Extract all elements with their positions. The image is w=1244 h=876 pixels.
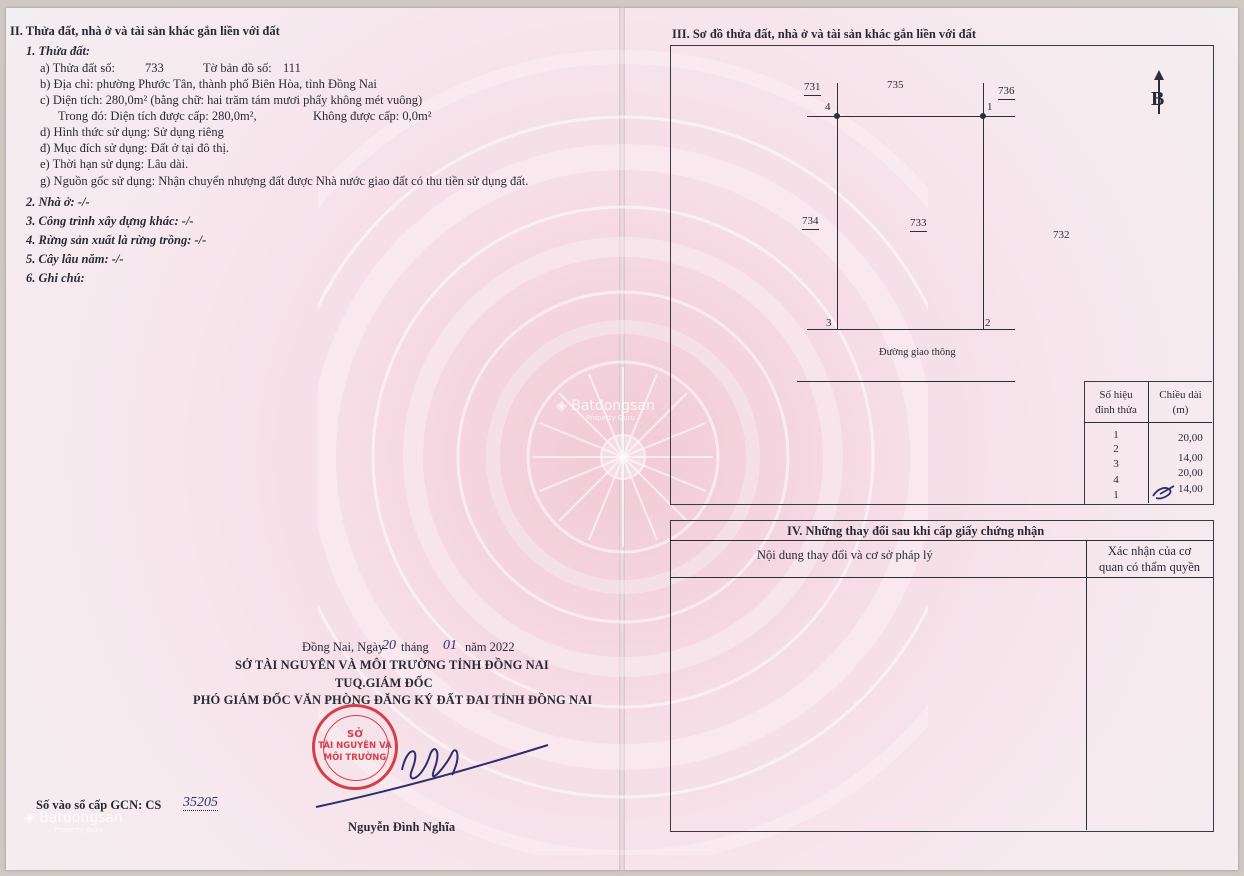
parcel-label-735: 735 [887,79,904,91]
perennial-tree-item: 5. Cây lâu năm: -/- [26,252,124,266]
changes-header-divider [670,577,1213,578]
area-line: c) Diện tích: 280,0m² (bằng chữ: hai trăm tám mươi phẩy không mét vuông) [40,93,423,107]
map-sheet-label: Tờ bản đồ số: [203,61,272,75]
issue-date-month: 01 [443,638,457,653]
table-row-length: 20,00 [1178,432,1203,444]
issue-date-prefix: Đồng Nai, Ngày [302,640,385,654]
parcel-bottom-edge [807,329,1015,330]
changes-col-authority-line2: quan có thẩm quyền [1098,560,1200,574]
table-row-length: 14,00 [1178,452,1203,464]
parcel-label-732: 732 [1053,229,1070,241]
watermark-logo-icon: ◈ [24,810,35,826]
usage-origin-line: g) Nguồn gốc sử dụng: Nhận chuyển nhượng đất được Nhà nước giao đất có thu tiền sử dụng đất. [40,174,529,188]
changes-col-authority-line1: Xác nhận của cơ [1107,544,1192,558]
check-mark-scribble [1150,484,1176,502]
parcel-label-736: 736 [998,84,1015,100]
issue-date-day: 20 [382,638,396,653]
left-section-title: II. Thửa đất, nhà ở và tài sản khác gắn liền với đất [10,24,280,38]
right-section-title: III. Sơ đồ thửa đất, nhà ở và tài sản khác gắn liền với đất [672,27,977,41]
table-row-length: 14,00 [1178,483,1203,495]
table-header-point-line2: đỉnh thửa [1095,404,1137,416]
stamp-text-1: SỞ [347,729,363,740]
table-row-point: 3 [1113,458,1119,470]
parcel-label-733: 733 [910,216,927,232]
usage-term-line: e) Thời hạn sử dụng: Lâu dài. [40,157,189,171]
area-granted: Trong đó: Diện tích được cấp: 280,0m², [58,109,257,123]
center-watermark [556,398,655,422]
table-header-length-line2: (m) [1172,404,1189,416]
stamp-text-3: MÔI TRƯỜNG [323,753,387,763]
parcel-number-value: 733 [145,61,164,75]
parcel-left-edge [837,83,838,329]
changes-title: IV. Những thay đổi sau khi cấp giấy chứng nhận [787,524,1045,538]
corner-marker-4 [834,113,840,119]
corner-watermark-sub: Property Guru [54,826,104,834]
area-not-granted: Không được cấp: 0,0m² [313,109,432,123]
center-watermark-sub: Property Guru [586,414,636,422]
usage-form-line: d) Hình thức sử dụng: Sử dụng riêng [40,125,224,139]
issue-date-month-label: tháng [401,640,429,654]
parcel-label-734: 734 [802,214,819,230]
parcel-heading: 1. Thửa đất: [26,44,91,58]
table-header-length-line1: Chiều dài [1159,389,1202,401]
other-construction-item: 3. Công trình xây dựng khác: -/- [26,214,194,228]
address-line: b) Địa chỉ: phường Phước Tân, thành phố Biên Hòa, tỉnh Đồng Nai [40,77,377,91]
parcel-number-label: a) Thửa đất số: [40,61,115,75]
table-header-point-line1: Số hiệu [1099,389,1133,401]
parcel-label-731: 731 [804,80,821,96]
handwritten-signature [312,725,552,815]
center-watermark-text: Batdongsan [571,398,655,414]
north-symbol: B [1151,88,1165,110]
road-edge [797,381,1015,382]
changes-col-divider [1086,540,1087,830]
usage-purpose-line: đ) Mục đích sử dụng: Đất ở tại đô thị. [40,141,230,155]
table-header-divider [1084,422,1212,423]
corner-label-4: 4 [825,101,831,113]
signer-name: Nguyễn Đình Nghĩa [348,820,456,834]
stamp-text-2: TÀI NGUYÊN VÀ [318,741,392,751]
road-label: Đường giao thông [879,347,956,358]
authority-delegation: TUQ.GIÁM ĐỐC [335,676,433,690]
forest-item: 4. Rừng sản xuất là rừng trồng: -/- [26,233,207,247]
table-row-point: 2 [1113,443,1119,455]
table-row-point: 1 [1113,489,1119,501]
corner-marker-1 [980,113,986,119]
watermark-logo-icon: ◈ [556,398,567,414]
issue-date-year: năm 2022 [465,640,515,654]
corner-label-1: 1 [987,101,993,113]
house-item: 2. Nhà ở: -/- [26,195,90,209]
register-value: 35205 [183,795,218,810]
table-row-length: 20,00 [1178,467,1203,479]
parcel-right-edge [983,83,984,329]
map-sheet-value: 111 [283,61,301,75]
corner-label-2: 2 [985,317,991,329]
authority-name: SỞ TÀI NGUYÊN VÀ MÔI TRƯỜNG TỈNH ĐỒNG NAI [235,658,549,672]
page-spine [619,8,625,870]
changes-title-divider [670,540,1213,541]
signer-title: PHÓ GIÁM ĐỐC VĂN PHÒNG ĐĂNG KÝ ĐẤT ĐAI TỈNH ĐỒNG NAI [193,693,593,707]
corner-label-3: 3 [826,317,832,329]
corner-watermark-text: Batdongsan [39,810,123,826]
table-row-point: 4 [1113,474,1119,486]
table-row-point: 1 [1113,429,1119,441]
notes-item: 6. Ghi chú: [26,271,85,285]
changes-col-content: Nội dung thay đổi và cơ sở pháp lý [757,548,933,562]
register-label: Số vào sổ cấp GCN: CS [36,798,162,812]
corner-watermark [24,810,123,834]
